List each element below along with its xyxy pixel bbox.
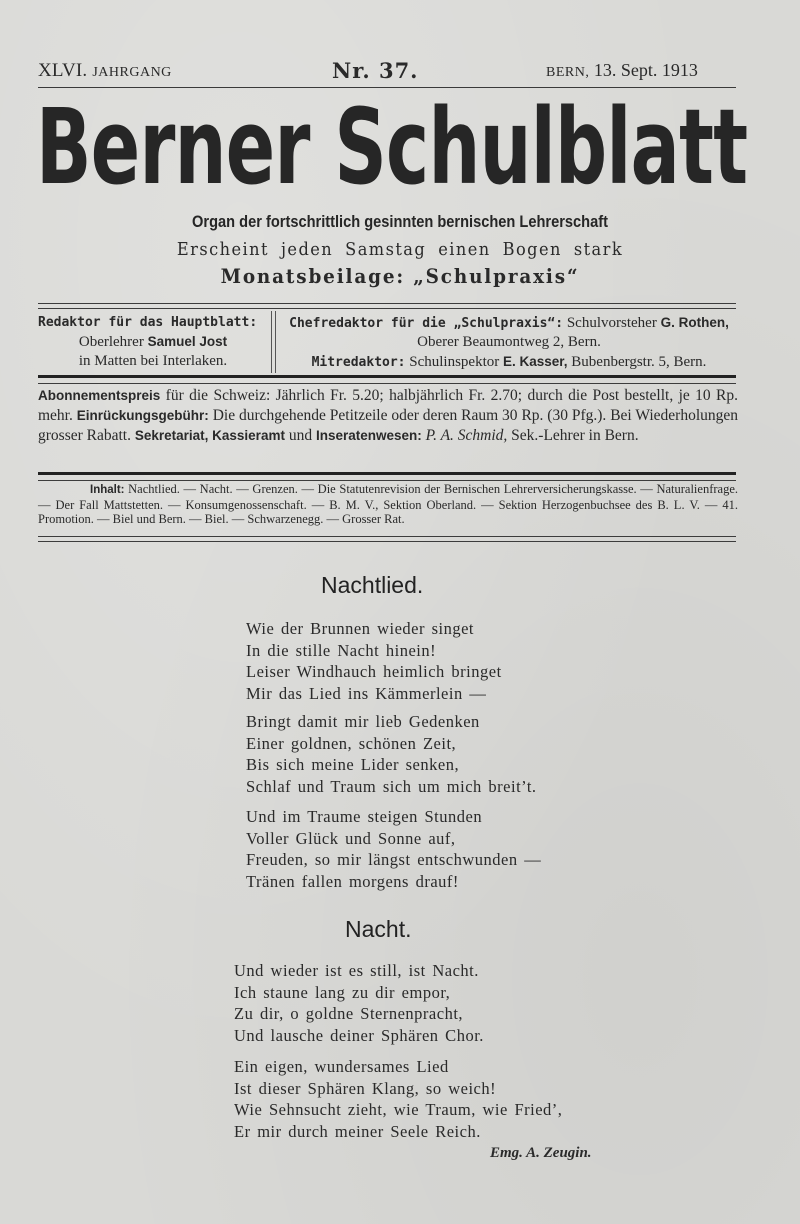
double-rule [38, 536, 736, 542]
poem-line: Tränen fallen morgens drauf! [246, 871, 459, 891]
editor-chief-line [280, 313, 738, 333]
poem-line: Freuden, so mir längst entschwunden — [246, 850, 542, 869]
co-editor-label: Mitredaktor: [311, 355, 406, 370]
column-divider [271, 311, 276, 373]
contents-label: Inhalt: [90, 484, 125, 496]
poem-line: Er mir durch meiner Seele Reich. [234, 1121, 481, 1141]
monthly-supplement: Monatsbeilage: „Schulpraxis“ [220, 264, 580, 288]
co-editor-name: E. Kasser, [503, 354, 568, 369]
poem-stanza [234, 1056, 562, 1142]
poem-line: Bringt damit mir lieb Gedenken [246, 712, 480, 731]
place: BERN, [546, 65, 590, 80]
poem-stanza [246, 711, 537, 797]
poem-author: Emg. A. Zeugin. [490, 1145, 592, 1161]
issue-number: Nr. 37. [332, 58, 419, 83]
poem-line: Ich staune lang zu dir empor, [234, 982, 451, 1002]
subscription-price: für die Schweiz: Jährlich Fr. 5.20; halbjährlich Fr. 2.70; durch die Post bestellt, je 10 Rp. mehr. [38, 387, 738, 424]
poem-line: Bis sich meine Lider senken, [246, 755, 460, 774]
chief-editor-name: G. Rothen, [660, 315, 729, 330]
volume-info [38, 60, 172, 82]
poem-line: Und lausche deiner Sphären Chor. [234, 1025, 484, 1045]
secretary-name: P. A. Schmid, [425, 427, 508, 444]
editor-main [38, 313, 268, 371]
editor-main-title: Oberlehrer [78, 334, 144, 350]
poem-title: Nacht. [345, 916, 412, 942]
poem-line: Mir das Lied ins Kämmerlein — [246, 683, 487, 703]
chief-editor-label: Chefredaktor für die „Schulpraxis“: [289, 316, 564, 331]
editor-main-name-line [38, 332, 268, 352]
volume-label: JAHRGANG [92, 65, 172, 80]
co-editor-address: Bubenbergstr. 5, Bern. [571, 354, 707, 370]
date: 13. Sept. 1913 [593, 60, 698, 80]
poem-line: Einer goldnen, schönen Zeit, [246, 733, 457, 753]
contents-text: Nachtlied. — Nacht. — Grenzen. — Die Statutenrevision der Bernischen Lehrerversicherungskasse. — Naturalienfrage. — Der Fall Mattstetten. — Konsumgenossenschaft. — B. M. V., Sektion Oberland. — Sektion Herzogenbuchsee des B. L. V. — 41. Promotion. — Biel und Bern. — Biel. — Schwarzenegg. — Grosser Rat. [38, 482, 739, 526]
co-editor-title: Schulinspektor [409, 354, 500, 370]
ad-fee-label: Einrückungsgebühr: [76, 408, 209, 423]
poem-line: Und wieder ist es still, ist Nacht. [234, 961, 479, 980]
co-editor-line [280, 352, 738, 372]
editor-main-address: in Matten bei Interlaken. [78, 353, 228, 369]
poem-line: Und im Traume steigen Stunden [246, 807, 483, 826]
editor-supplement [280, 313, 738, 372]
poem-line: Wie der Brunnen wieder singet [246, 619, 475, 638]
thick-rule [38, 375, 736, 384]
poem-line: Leiser Windhauch heimlich bringet [246, 662, 502, 681]
masthead-title: Berner Schulblatt [36, 86, 748, 208]
poem-stanza [246, 806, 541, 892]
poem-line: Ein eigen, wundersames Lied [234, 1057, 449, 1076]
table-of-contents [38, 482, 738, 527]
publication-frequency: Erscheint jeden Samstag einen Bogen stark [176, 239, 624, 260]
subscription-info [38, 386, 738, 446]
poem-line: Wie Sehnsucht zieht, wie Traum, wie Fried’, [234, 1100, 563, 1119]
subscription-label: Abonnementspreis [38, 388, 161, 403]
poem-stanza [234, 960, 484, 1046]
poem-line: Voller Glück und Sonne auf, [246, 828, 456, 848]
poem-stanza [246, 618, 502, 704]
editor-main-label: Redaktor für das Hauptblatt: [38, 315, 258, 330]
ad-fee-text: Die durchgehende Petitzeile oder deren Raum 30 Rp. (30 Pfg.). Bei Wiederholungen grosser Rabatt. [38, 407, 739, 444]
volume-number: XLVI. [38, 60, 88, 81]
double-rule [38, 303, 736, 309]
thick-rule [38, 472, 736, 481]
poem-line: Schlaf und Traum sich um mich breit’t. [246, 776, 537, 796]
poem-title: Nachtlied. [321, 572, 424, 598]
poem-line: Ist dieser Sphären Klang, so weich! [234, 1078, 497, 1098]
place-date [546, 60, 698, 81]
poem-line: In die stille Nacht hinein! [246, 640, 437, 660]
conjunction: und [288, 427, 313, 444]
secretary-role: Sek.-Lehrer in Bern. [511, 427, 639, 444]
masthead-subtitle: Organ der fortschrittlich gesinnten bernischen Lehrerschaft [192, 212, 608, 231]
secretariat-label: Sekretariat, Kassieramt [134, 428, 285, 443]
advertising-label: Inseratenwesen: [315, 428, 422, 443]
chief-editor-title: Schulvorsteher [566, 315, 657, 331]
chief-editor-address: Oberer Beaumontweg 2, Bern. [417, 334, 601, 350]
poem-line: Zu dir, o goldne Sternenpracht, [234, 1004, 464, 1023]
editor-main-name: Samuel Jost [147, 334, 228, 349]
